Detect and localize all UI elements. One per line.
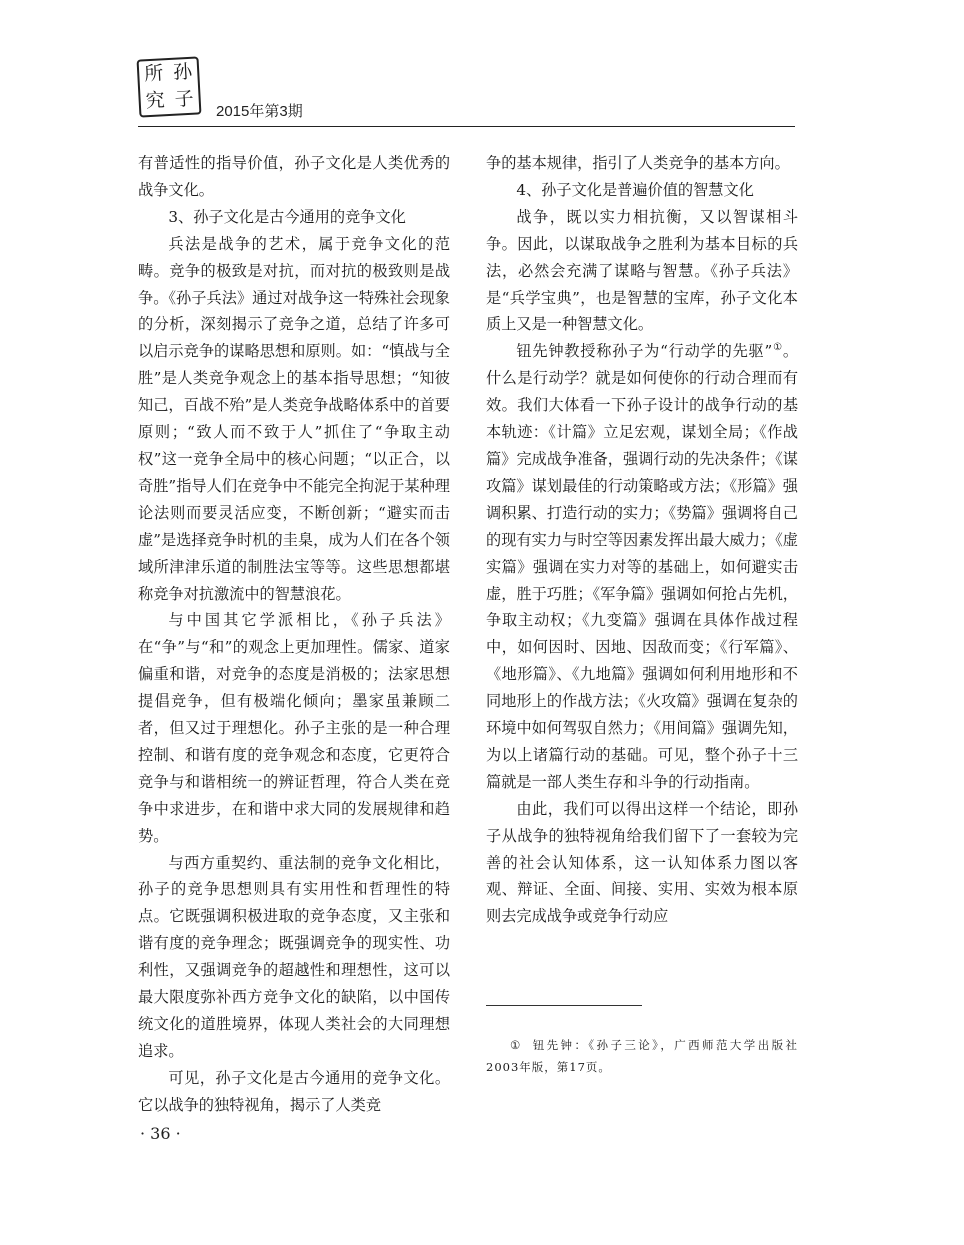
paragraph: 由此，我们可以得出这样一个结论，即孙子从战争的独特视角给我们留下了一套较为完善的社会认知体系，这一认知体系力图以客观、辩证、全面、间接、实用、实效为根本原则去完成战争或竞争行动应	[486, 799, 798, 926]
paragraph: 兵法是战争的艺术，属于竞争文化的范畴。竞争的极致是对抗，而对抗的极致则是战争。《孙子兵法》通过对战争这一特殊社会现象的分析，深刻揭示了竞争之道，总结了许多可以启示竞争的谋略思想和原则。如：“慎战与全胜”是人类竞争观念上的基本指导思想；“知彼知己，百战不殆”是人类竞争战略体系中的首要原则；“致人而不致于人”抓住了“争取主动权”这一竞争全局中的核心问题；“以正合，以奇胜”指导人们在竞争中不能完全拘泥于某种理论法则而要灵活应变，不断创新；“避实而击虚”是选择竞争时机的圭臬，成为人们在各个领域所津津乐道的制胜法宝等等。这些思想都堪称竞争对抗激流中的智慧浪花。	[138, 234, 450, 603]
footnote	[486, 1034, 798, 1078]
paragraph-text: 。什么是行动学？就是如何使你的行动合理而有效。我们大体看一下孙子设计的战争行动的基本轨迹：《计篇》立足宏观，谋划全局；《作战篇》完成战争准备，强调行动的先决条件；《谋攻篇》谋划最佳的行动策略或方法；《形篇》强调积累、打造行动的实力；《势篇》强调将自己的现有实力与时空等因素发挥出最大威力；《虚实篇》强调在实力对等的基础上，如何避实击虚，胜于巧胜；《军争篇》强调如何抢占先机，争取主动权；《九变篇》强调在具体作战过程中，如何因时、因地、因敌而变；《行军篇》、《地形篇》、《九地篇》强调如何利用地形和不同地形上的作战方法；《火攻篇》强调在复杂的环境中如何驾驭自然力；《用间篇》强调先知，为以上诸篇行动的基础。可见，整个孙子十三篇就是一部人类生存和斗争的行动指南。	[486, 342, 799, 791]
logo-char: 所	[143, 62, 164, 86]
page-number: · 36 ·	[140, 1124, 181, 1143]
paragraph: 可见，孙子文化是古今通用的竞争文化。它以战争的独特视角，揭示了人类竞	[138, 1068, 450, 1114]
paragraph: 有普适性的指导价值，孙子文化是人类优秀的战争文化。	[138, 154, 450, 199]
footnote-divider	[486, 1005, 642, 1006]
left-column	[138, 150, 450, 1119]
issue-label: 2015年第3期	[216, 103, 303, 120]
footnote-ref[interactable]: ①	[772, 342, 783, 354]
paragraph: 与中国其它学派相比，《孙子兵法》在“争”与“和”的观念上更加理性。儒家、道家偏重和谐，对竞争的态度是消极的；法家思想提倡竞争，但有极端化倾向；墨家虽兼顾二者，但又过于理想化。孙子主张的是一种合理控制、和谐有度的竞争观念和态度，它更符合竞争与和谐相统一的辨证哲理，符合人类在竞争中求进步，在和谐中求大同的发展规律和趋势。	[138, 611, 450, 845]
footnote-text: 钮先钟：《孙子三论》，广西师范大学出版社2003年版，第17页。	[486, 1038, 799, 1074]
header-divider	[138, 126, 795, 127]
paragraph: 与西方重契约、重法制的竞争文化相比，孙子的竞争思想则具有实用性和哲理性的特点。它既强调积极进取的竞争态度，又主张和谐有度的竞争理念；既强调竞争的现实性、功利性，又强调竞争的超越性和理想性，这可以最大限度弥补西方竞争文化的缺陷，以中国传统文化的道胜境界，体现人类社会的大同理想追求。	[138, 853, 450, 1060]
paragraph: 战争，既以实力相抗衡，又以智谋相斗争。因此，以谋取战争之胜利为基本目标的兵法，必然会充满了谋略与智慧。《孙子兵法》是“兵学宝典”，也是智慧的宝库，孙子文化本质上又是一种智慧文化。	[486, 207, 798, 334]
paragraph: 争的基本规律，指引了人类竞争的基本方向。	[486, 154, 790, 172]
logo-char: 究	[145, 89, 166, 113]
paragraph-text: 钮先钟教授称孙子为“行动学的先驱”	[516, 342, 773, 361]
logo-char: 子	[174, 87, 195, 111]
logo-char: 孙	[172, 60, 193, 84]
section-heading: 3、孙子文化是古今通用的竞争文化	[168, 207, 406, 226]
footnote-mark: ①	[510, 1038, 523, 1052]
paragraph	[486, 338, 798, 795]
right-column	[486, 150, 798, 930]
section-heading: 4、孙子文化是普遍价值的智慧文化	[516, 180, 754, 199]
journal-logo	[137, 56, 202, 117]
